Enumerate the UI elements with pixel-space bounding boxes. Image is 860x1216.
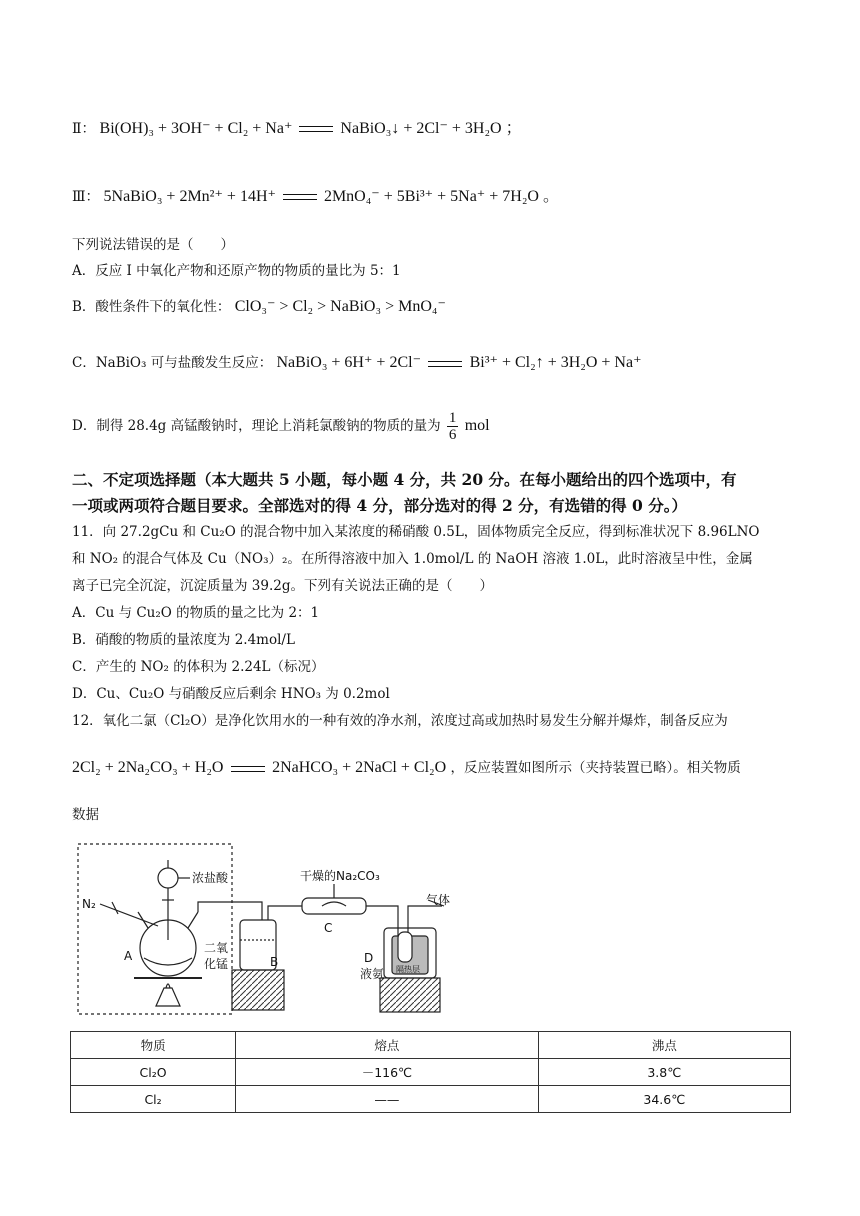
fraction-numerator: 1 bbox=[448, 410, 457, 426]
q10-option-a: A．反应 I 中氧化产物和还原产物的物质的量比为 5：1 bbox=[72, 263, 401, 279]
q11-line2: 和 NO₂ 的混合气体及 Cu（NO₃）₂。在所得溶液中加入 1.0mol/L 的 NaOH 溶液 1.0L，此时溶液呈中性，金属 bbox=[72, 551, 753, 567]
gas-outlet-tube bbox=[408, 906, 442, 936]
q10-b-formula: ClO₃⁻ > Cl₂ > NaBiO₃ > MnO₄⁻ bbox=[234, 298, 446, 315]
q11-option-b: B．硝酸的物质的量浓度为 2.4mol/L bbox=[72, 632, 295, 648]
data-table bbox=[70, 1031, 791, 1113]
q11-option-c: C．产生的 NO₂ 的体积为 2.24L（标况） bbox=[72, 659, 325, 675]
label-insulation: 隔热层 bbox=[396, 965, 420, 974]
q11-option-a: A．Cu 与 Cu₂O 的物质的量之比为 2：1 bbox=[72, 605, 320, 621]
equals-sign bbox=[283, 194, 317, 200]
label-a: A bbox=[124, 949, 133, 963]
equals-sign bbox=[299, 126, 333, 132]
stand-d bbox=[380, 978, 440, 1012]
section-2-header-line2: 一项或两项符合题目要求。全部选对的得 4 分，部分选对的得 2 分，有选错的得 0 分。） bbox=[72, 496, 687, 515]
fraction bbox=[447, 410, 459, 443]
apparatus-diagram bbox=[72, 840, 472, 1020]
eq3-lhs: 5NaBiO₃ + 2Mn²⁺ + 14H⁺ bbox=[103, 188, 276, 205]
eq2-lhs: Bi(OH)₃ + 3OH⁻ + Cl₂ + Na⁺ bbox=[99, 120, 293, 137]
q12-eq-rhs: 2NaHCO₃ + 2NaCl + Cl₂O bbox=[272, 759, 447, 776]
eq3-end: 。 bbox=[542, 188, 559, 205]
q10-option-c bbox=[72, 352, 642, 374]
q11-option-d: D．Cu、Cu₂O 与硝酸反应后剩余 HNO₃ 为 0.2mol bbox=[72, 686, 390, 702]
label-mno2-2: 化锰 bbox=[204, 957, 229, 971]
table-cell: 3.8℃ bbox=[538, 1059, 790, 1086]
u-tube bbox=[398, 932, 412, 962]
q10-option-b bbox=[72, 296, 446, 318]
dashed-box bbox=[78, 844, 232, 1014]
eq3-rhs: 2MnO₄⁻ + 5Bi³⁺ + 5Na⁺ + 7H₂O bbox=[323, 188, 539, 205]
flask-side-neck-right bbox=[188, 912, 198, 928]
section-2-header-line1: 二、不定项选择题（本大题共 5 小题，每小题 4 分，共 20 分。在每小题给出的四个选项中，有 bbox=[72, 470, 737, 489]
equation-2 bbox=[72, 118, 522, 140]
label-mno2-1: 二氧 bbox=[204, 941, 229, 955]
fraction-denominator: 6 bbox=[448, 427, 457, 443]
q12-line1: 12．氧化二氯（Cl₂O）是净化饮用水的一种有效的净水剂，浓度过高或加热时易发生分解并爆炸，制备反应为 bbox=[72, 713, 728, 729]
q12-line3: 数据 bbox=[72, 807, 99, 823]
stand-b bbox=[232, 970, 284, 1010]
table-row bbox=[71, 1086, 791, 1113]
n2-valve bbox=[112, 902, 118, 914]
n2-inlet-tube bbox=[100, 904, 158, 926]
table-header-row bbox=[71, 1032, 791, 1059]
label-n2: N₂ bbox=[82, 897, 96, 911]
flask-liquid bbox=[144, 958, 192, 965]
table-row bbox=[71, 1059, 791, 1086]
label-hcl: 浓盐酸 bbox=[192, 871, 229, 885]
table-cell: —— bbox=[236, 1086, 539, 1113]
equals-sign bbox=[428, 361, 462, 367]
label-b: B bbox=[270, 955, 279, 969]
eq2-label: Ⅱ： bbox=[72, 121, 96, 137]
flask-side-neck-left bbox=[138, 912, 148, 928]
q10-stem: 下列说法错误的是（ ） bbox=[72, 237, 234, 253]
q12-eq-tail: ，反应装置如图所示（夹持装置已略）。相关物质 bbox=[450, 760, 741, 776]
eq2-end: ； bbox=[505, 120, 522, 137]
table-cell: Cl₂ bbox=[71, 1086, 236, 1113]
q10-c-text: C．NaBiO₃ 可与盐酸发生反应： bbox=[72, 355, 273, 371]
q10-b-text: B．酸性条件下的氧化性： bbox=[72, 299, 231, 315]
q11-line3: 离子已完全沉淀，沉淀质量为 39.2g。下列有关说法正确的是（ ） bbox=[72, 578, 493, 594]
tube-b-to-c bbox=[268, 906, 302, 920]
q10-d-unit: mol bbox=[464, 417, 490, 434]
equals-sign bbox=[231, 766, 265, 772]
alcohol-lamp bbox=[156, 988, 180, 1006]
eq2-rhs: NaBiO₃↓ + 2Cl⁻ + 3H₂O bbox=[340, 120, 502, 137]
label-c: C bbox=[324, 921, 333, 935]
q10-c-rhs: Bi³⁺ + Cl₂↑ + 3H₂O + Na⁺ bbox=[469, 354, 642, 371]
label-liquid-ammonia: 液氨 bbox=[360, 967, 385, 981]
q10-c-lhs: NaBiO₃ + 6H⁺ + 2Cl⁻ bbox=[276, 354, 422, 371]
drying-tube-c bbox=[302, 898, 366, 914]
q11-line1: 11．向 27.2gCu 和 Cu₂O 的混合物中加入某浓度的稀硝酸 0.5L，固体物质完全反应，得到标准状况下 8.96LNO bbox=[72, 524, 760, 540]
table-header-cell: 沸点 bbox=[538, 1032, 790, 1059]
table-cell: 34.6℃ bbox=[538, 1086, 790, 1113]
tube-a-to-b bbox=[198, 902, 262, 920]
table-cell: －116℃ bbox=[236, 1059, 539, 1086]
table-cell: Cl₂O bbox=[71, 1059, 236, 1086]
label-d: D bbox=[364, 951, 374, 965]
dropping-funnel bbox=[158, 868, 178, 888]
q10-option-d bbox=[72, 410, 490, 443]
eq3-label: Ⅲ： bbox=[72, 189, 100, 205]
table-header-cell: 物质 bbox=[71, 1032, 236, 1059]
q12-equation-line bbox=[72, 757, 741, 779]
equation-3 bbox=[72, 186, 559, 208]
label-gas: 气体 bbox=[426, 893, 451, 907]
na2co3-solid bbox=[322, 902, 346, 906]
q10-d-text: D．制得 28.4g 高锰酸钠时，理论上消耗氯酸钠的物质的量为 bbox=[72, 418, 441, 434]
tube-c-to-d bbox=[366, 906, 398, 936]
table-header-cell: 熔点 bbox=[236, 1032, 539, 1059]
label-na2co3: 干燥的Na₂CO₃ bbox=[300, 869, 380, 883]
q12-eq-lhs: 2Cl₂ + 2Na₂CO₃ + H₂O bbox=[72, 759, 224, 776]
